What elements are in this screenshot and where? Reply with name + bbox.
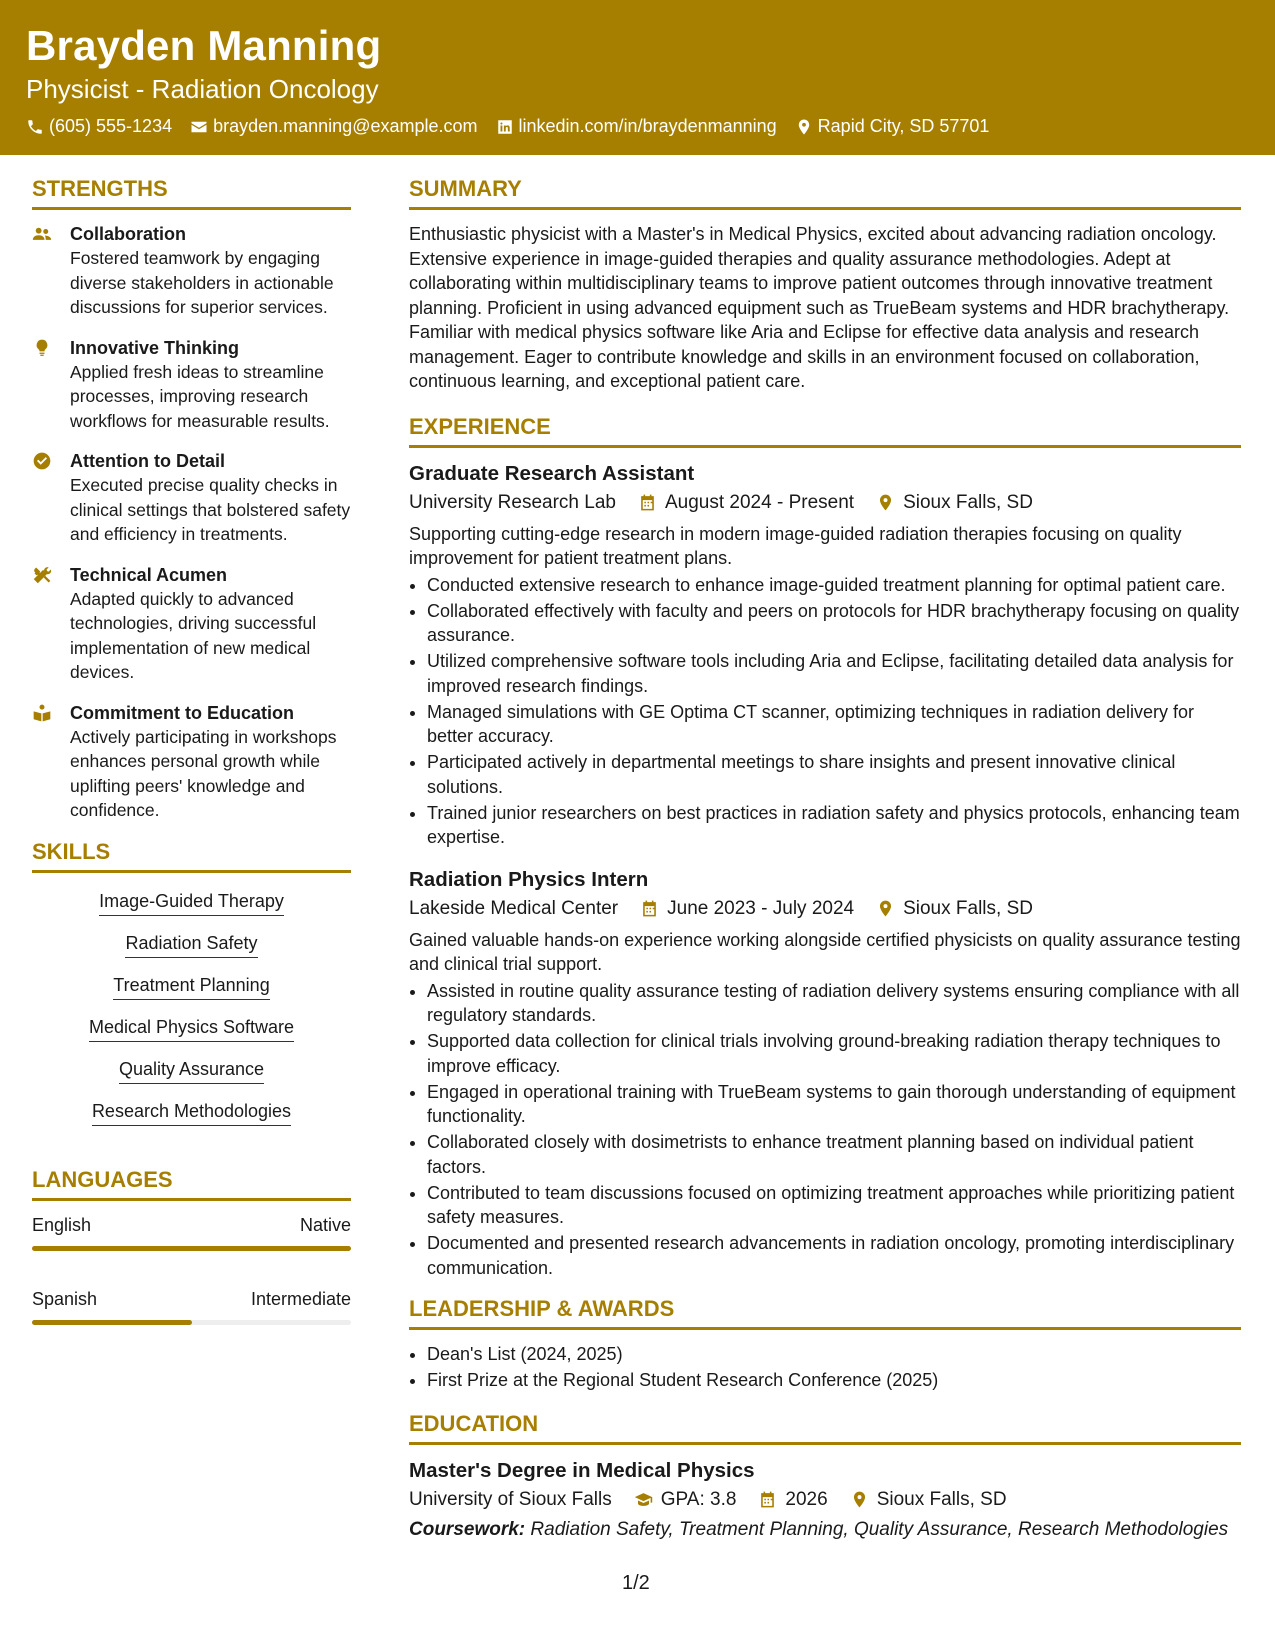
awards-title: LEADERSHIP & AWARDS (409, 1296, 1241, 1330)
phone-icon (26, 118, 44, 136)
strength-title: Commitment to Education (70, 702, 294, 723)
language-proficiency-bar (32, 1246, 351, 1251)
skill-item: Treatment Planning (113, 975, 269, 1000)
check-circle-icon (32, 451, 52, 471)
strength-item (32, 563, 351, 685)
job-org: University Research Lab (409, 491, 616, 513)
strength-title: Innovative Thinking (70, 337, 240, 358)
map-pin-icon (795, 118, 813, 136)
contact-phone[interactable] (26, 116, 172, 137)
book-reader-icon (32, 703, 52, 723)
language-name: English (32, 1214, 92, 1235)
coursework-text: Radiation Safety, Treatment Planning, Quality Assurance, Research Methodologies (530, 1518, 1229, 1540)
summary-text: Enthusiastic physicist with a Master's in Medical Physics, excited about advancing radiation oncology. Extensive experience in image-guided therapies and quality assurance methodologies. Adept at collaborating within multidisciplinary teams to improve patient outcomes through innovative treatment planning. Proficient in using advanced equipment such as TrueBeam systems and HDR brachytherapy. Familiar with medical physics software like Aria and Eclipse for effective data analysis and research management. Eager to contribute knowledge and skills in an environment focused on collaboration, continuous learning, and exceptional patient care. (409, 224, 1230, 391)
job-bullet: • Supported data collection for clinical trials involving ground-breaking radiation therapy techniques to improve efficacy. (427, 1029, 1241, 1078)
graduation-cap-icon (634, 1490, 653, 1509)
map-pin-icon (876, 899, 895, 918)
job-entry (409, 460, 1241, 850)
strength-item (32, 449, 351, 547)
calendar-icon (758, 1490, 777, 1509)
contact-email[interactable] (190, 116, 477, 137)
job-entry (409, 866, 1241, 1281)
job-location: Sioux Falls, SD (903, 897, 1033, 919)
summary-title: SUMMARY (409, 176, 1241, 210)
job-dates: June 2023 - July 2024 (667, 897, 855, 919)
skill-item: Research Methodologies (92, 1101, 291, 1126)
email-text: brayden.manning@example.com (213, 116, 478, 136)
strength-item (32, 222, 351, 320)
award-item: • Dean's List (2024, 2025) (427, 1342, 1241, 1367)
strength-title: Collaboration (70, 224, 186, 244)
users-icon (32, 224, 52, 244)
skill-item: Medical Physics Software (89, 1017, 294, 1042)
job-desc: Gained valuable hands-on experience working alongside certified physicists on quality assurance testing and clinical trial support. (409, 929, 1241, 974)
strength-title: Technical Acumen (70, 564, 228, 585)
strength-title: Attention to Detail (70, 451, 225, 471)
graduation-year: 2026 (785, 1488, 828, 1510)
experience-title: EXPERIENCE (409, 414, 1241, 448)
job-bullets (409, 979, 1241, 1281)
job-bullet: • Utilized comprehensive software tools including Aria and Eclipse, facilitating detailed data analysis for improved research findings. (427, 649, 1241, 698)
language-level: Intermediate (250, 1288, 351, 1309)
education-meta (409, 1485, 1241, 1515)
language-level: Native (299, 1214, 351, 1235)
coursework-label: Coursework: (409, 1518, 526, 1540)
job-bullet: • Assisted in routine quality assurance testing of radiation delivery systems ensuring compliance with all regulatory standards. (427, 979, 1241, 1028)
education-title: EDUCATION (409, 1411, 1241, 1445)
tools-icon (32, 565, 52, 585)
job-location: Sioux Falls, SD (903, 491, 1033, 513)
job-bullet: • Contributed to team discussions focused on optimizing treatment approaches while prioritizing patient safety measures. (427, 1181, 1241, 1230)
language-proficiency-bar (32, 1320, 351, 1325)
job-org: Lakeside Medical Center (409, 897, 619, 919)
job-bullet: • Trained junior researchers on best practices in radiation safety and physics protocols, enhancing team expertise. (427, 801, 1241, 850)
contact-location (795, 116, 990, 137)
contact-bar (26, 116, 989, 137)
coursework (409, 1517, 1241, 1542)
job-title: Graduate Research Assistant (409, 461, 695, 485)
education-location: Sioux Falls, SD (876, 1488, 1007, 1510)
skill-item: Image-Guided Therapy (99, 891, 284, 916)
left-column (32, 176, 351, 1347)
linkedin-icon (496, 118, 514, 136)
job-bullet: • Managed simulations with GE Optima CT scanner, optimizing techniques in radiation delivery for better accuracy. (427, 700, 1241, 749)
lightbulb-icon (32, 338, 52, 358)
job-bullet: • Engaged in operational training with TrueBeam systems to gain thorough understanding of equipment functionality. (427, 1080, 1241, 1129)
job-bullet: • Collaborated closely with dosimetrists to enhance treatment planning based on individual patient factors. (427, 1130, 1241, 1179)
candidate-role: Physicist - Radiation Oncology (26, 74, 379, 104)
candidate-name: Brayden Manning (26, 22, 382, 69)
strength-desc: Applied fresh ideas to streamline processes, improving research workflows for measurable results. (70, 361, 330, 431)
awards-list (409, 1342, 1241, 1393)
page-number: 1/2 (622, 1572, 650, 1594)
job-bullet: • Documented and presented research advancements in radiation oncology, promoting interdisciplinary communication. (427, 1231, 1241, 1280)
strength-item (32, 336, 351, 434)
languages-title: LANGUAGES (32, 1167, 351, 1201)
language-proficiency-fill (32, 1246, 351, 1251)
job-bullet: • Collaborated effectively with faculty and peers on protocols for HDR brachytherapy focusing on quality assurance. (427, 599, 1241, 648)
strength-desc: Fostered teamwork by engaging diverse stakeholders in actionable discussions for superior services. (70, 248, 334, 317)
envelope-icon (190, 118, 208, 136)
calendar-icon (638, 493, 657, 512)
job-meta (409, 894, 1241, 924)
language-name: Spanish (32, 1288, 98, 1309)
phone-text: (605) 555-1234 (49, 116, 173, 136)
skill-item: Quality Assurance (119, 1059, 264, 1084)
strength-desc: Actively participating in workshops enhances personal growth while uplifting peers' knowledge and confidence. (70, 726, 337, 820)
right-column (409, 176, 1241, 1542)
job-bullet: • Participated actively in departmental meetings to share insights and present innovative clinical solutions. (427, 750, 1241, 799)
strengths-title: STRENGTHS (32, 176, 351, 210)
job-desc: Supporting cutting-edge research in modern image-guided radiation therapies focusing on quality improvement for patient treatment plans. (409, 523, 1182, 568)
education-entry (409, 1457, 1241, 1542)
language-proficiency-fill (32, 1320, 192, 1325)
strength-item (32, 701, 351, 823)
job-bullet: • Conducted extensive research to enhance image-guided treatment planning for optimal patient care. (427, 573, 1241, 598)
language-item (32, 1213, 351, 1251)
linkedin-text: linkedin.com/in/braydenmanning (518, 116, 777, 136)
strength-desc: Executed precise quality checks in clinical settings that bolstered safety and efficiency in treatments. (70, 475, 351, 544)
resume-header (0, 0, 1275, 155)
contact-linkedin[interactable] (496, 116, 777, 137)
skills-title: SKILLS (32, 839, 351, 873)
school-name: University of Sioux Falls (409, 1488, 612, 1510)
job-bullets (409, 573, 1241, 850)
strength-desc: Adapted quickly to advanced technologies, driving successful implementation of new medical devices. (70, 588, 317, 682)
map-pin-icon (876, 493, 895, 512)
job-title: Radiation Physics Intern (409, 867, 649, 891)
award-item: • First Prize at the Regional Student Research Conference (2025) (427, 1368, 1241, 1393)
job-meta (409, 488, 1241, 518)
strengths-list (32, 222, 351, 823)
skills-list (32, 885, 351, 1137)
skill-item: Radiation Safety (125, 933, 257, 958)
languages-list (32, 1213, 351, 1325)
gpa: GPA: 3.8 (660, 1488, 737, 1510)
location-text: Rapid City, SD 57701 (817, 116, 990, 136)
language-item (32, 1287, 351, 1325)
job-dates: August 2024 - Present (664, 491, 855, 513)
map-pin-icon (850, 1490, 869, 1509)
calendar-icon (640, 899, 659, 918)
degree-title: Master's Degree in Medical Physics (409, 1458, 755, 1482)
